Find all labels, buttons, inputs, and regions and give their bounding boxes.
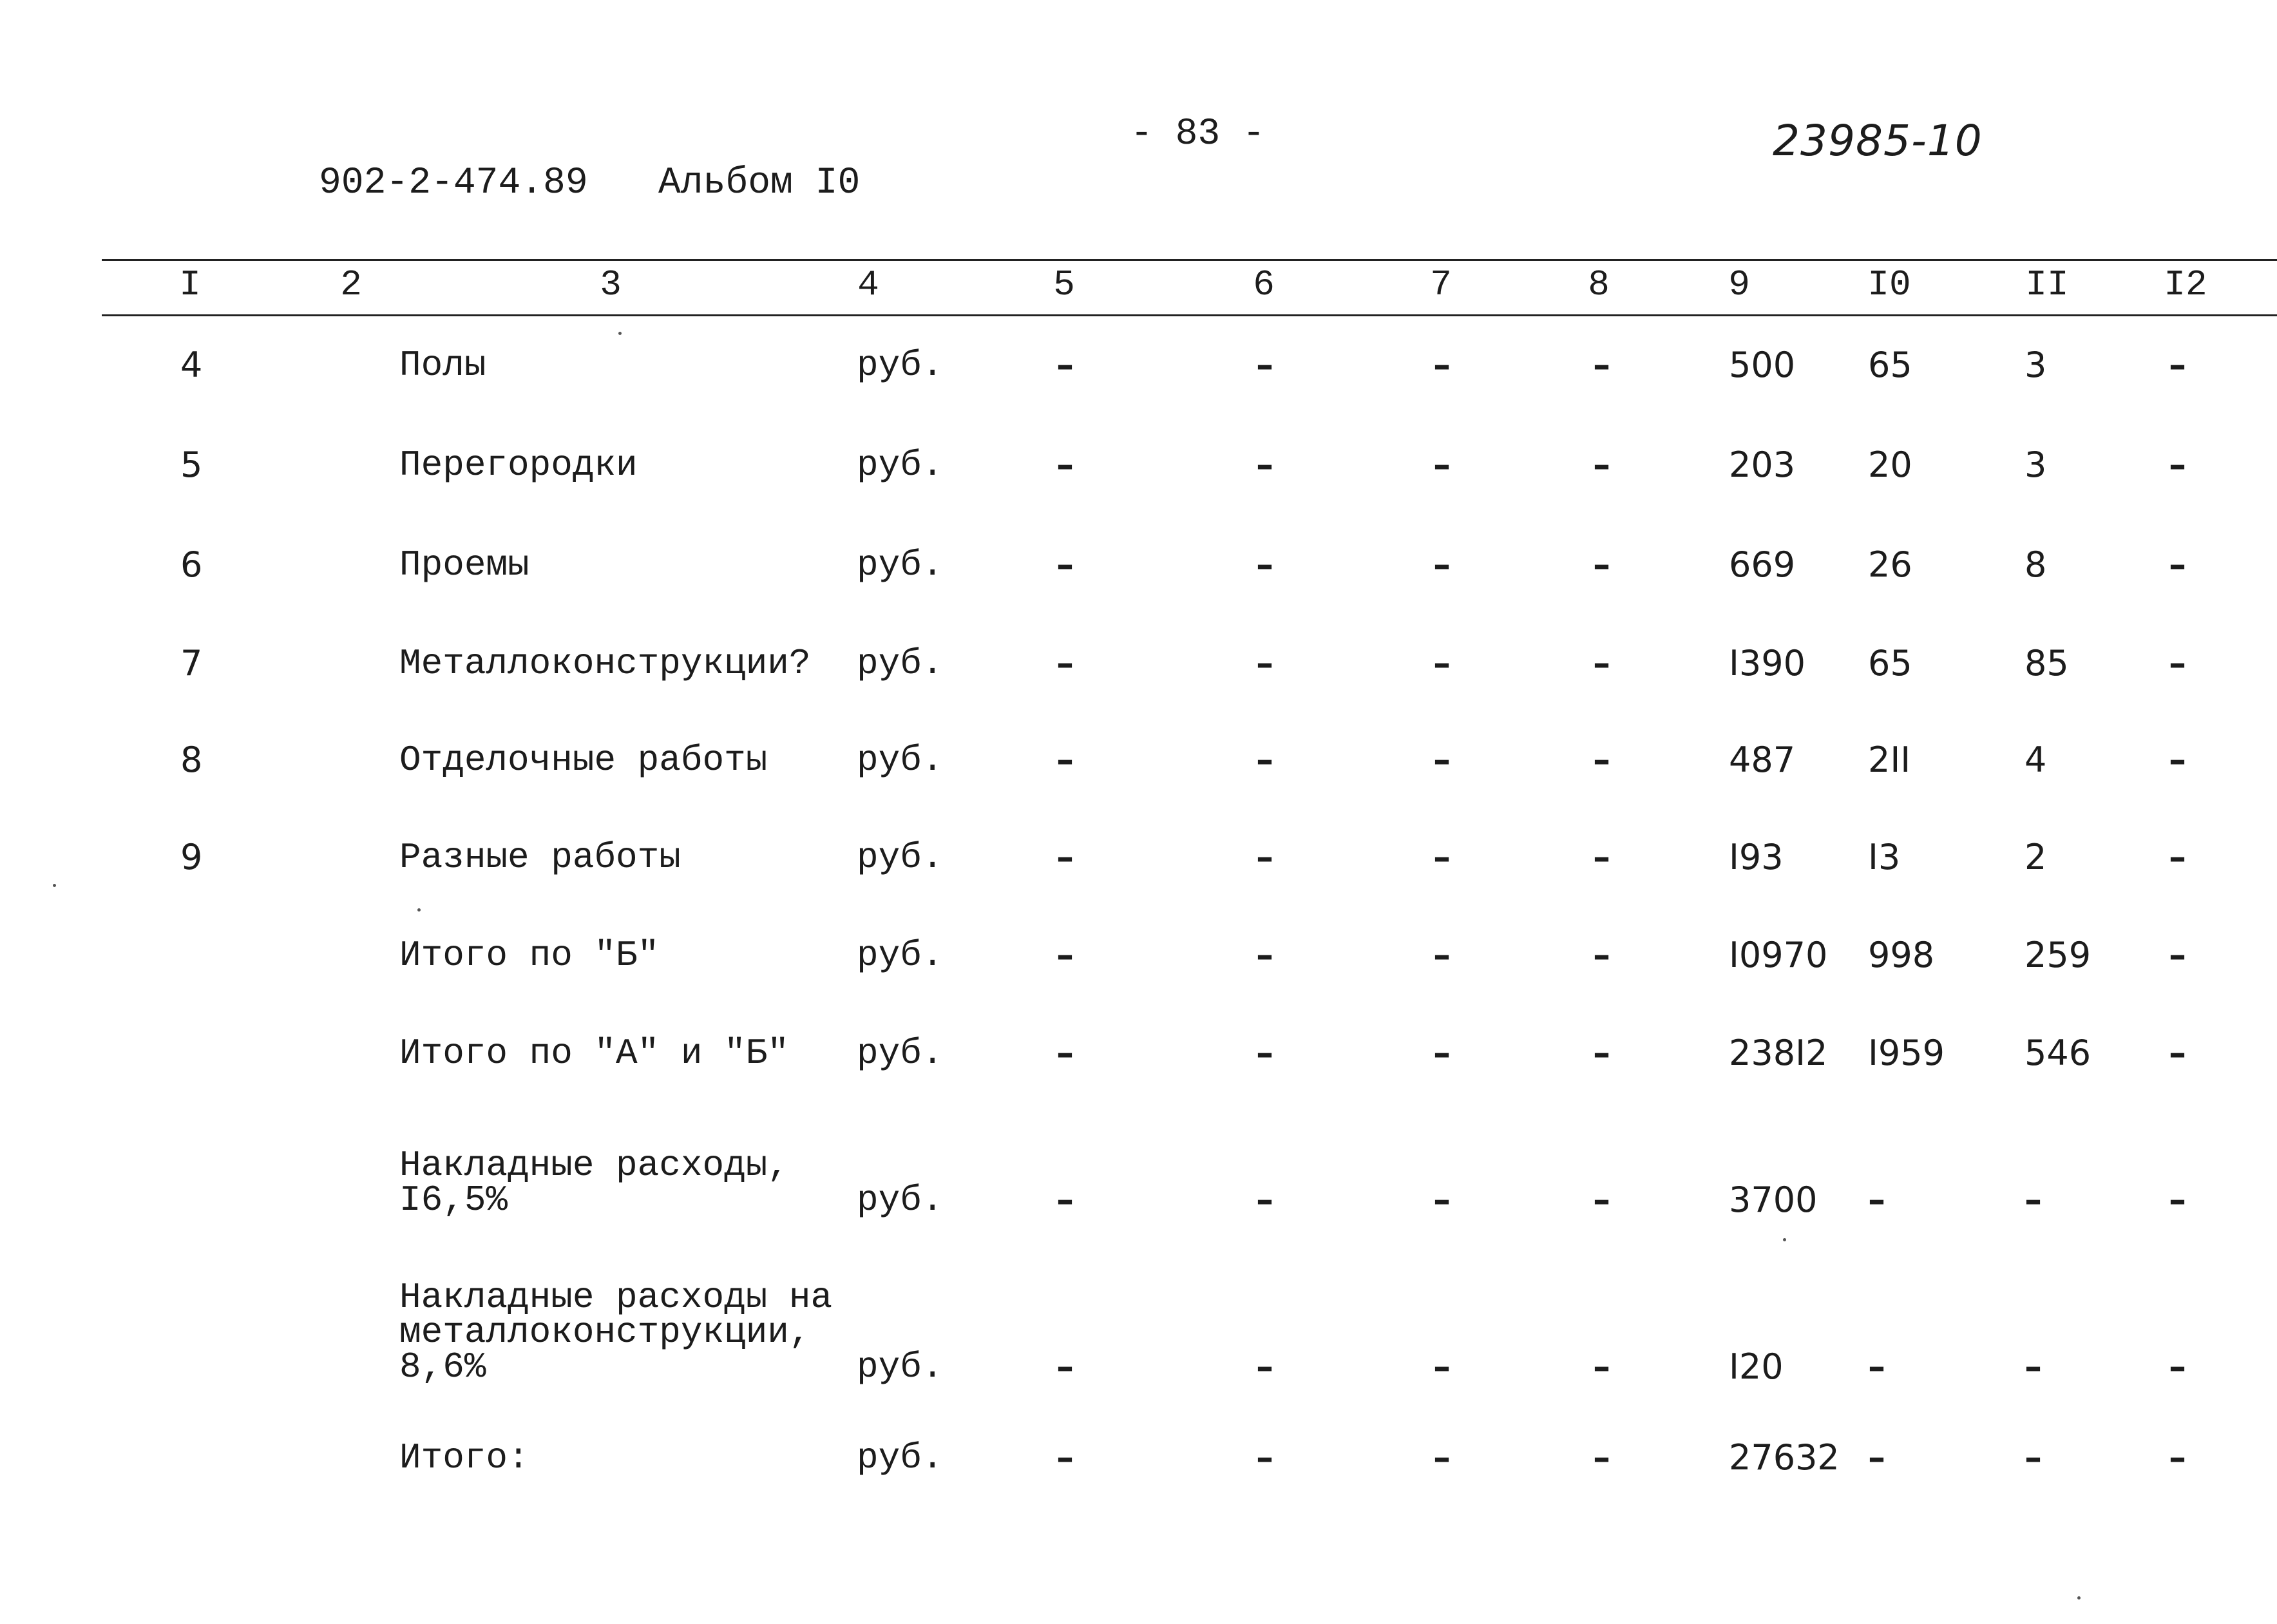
scan-speck xyxy=(618,332,622,335)
row-description: Накладные расходы на xyxy=(399,1277,833,1318)
row-value-c10: 65 xyxy=(1868,643,1912,683)
row-value-c8: – xyxy=(1593,740,1610,780)
row-unit: руб. xyxy=(857,544,944,586)
row-unit: руб. xyxy=(857,740,944,781)
row-value-c9: I20 xyxy=(1729,1346,1784,1387)
row-value-c9: 238I2 xyxy=(1729,1033,1828,1073)
row-value-c5: – xyxy=(1056,1437,1074,1478)
row-value-c9: 203 xyxy=(1729,444,1796,485)
row-value-c8: – xyxy=(1593,544,1610,585)
row-value-c6: – xyxy=(1256,544,1273,585)
row-value-c11: 546 xyxy=(2025,1033,2091,1073)
row-description: Итого: xyxy=(399,1437,529,1478)
row-value-c8: – xyxy=(1593,1033,1610,1073)
row-description: Перегородки xyxy=(399,444,638,486)
row-number: 5 xyxy=(180,444,203,485)
row-unit: руб. xyxy=(857,345,944,386)
row-value-c12: – xyxy=(2169,1437,2186,1478)
row-unit: руб. xyxy=(857,1437,944,1478)
row-value-c5: – xyxy=(1056,740,1074,780)
row-unit: руб. xyxy=(857,935,944,976)
row-value-c7: – xyxy=(1433,544,1451,585)
row-value-c9: 3700 xyxy=(1729,1180,1818,1220)
row-number: 7 xyxy=(180,643,203,683)
row-value-c5: – xyxy=(1056,444,1074,485)
row-value-c6: – xyxy=(1256,1033,1273,1073)
row-value-c9: I0970 xyxy=(1729,935,1828,975)
row-value-c10: 2II xyxy=(1868,740,1911,780)
row-description: Металлоконструкции? xyxy=(399,643,811,684)
row-unit: руб. xyxy=(857,643,944,684)
row-value-c10: I959 xyxy=(1868,1033,1945,1073)
row-number: 4 xyxy=(180,345,203,385)
row-value-c8: – xyxy=(1593,345,1610,385)
column-header-12: I2 xyxy=(2164,264,2207,305)
row-description: 8,6% xyxy=(399,1346,486,1388)
row-value-c7: – xyxy=(1433,643,1451,683)
row-value-c7: – xyxy=(1433,1033,1451,1073)
row-value-c5: – xyxy=(1056,1033,1074,1073)
column-header-11: II xyxy=(2025,264,2069,305)
row-value-c6: – xyxy=(1256,935,1273,975)
row-unit: руб. xyxy=(857,444,944,486)
inventory-number: 23985-10 xyxy=(1773,116,1983,166)
row-value-c11: 3 xyxy=(2025,345,2047,385)
row-value-c6: – xyxy=(1256,837,1273,877)
row-description: Итого по "А" и "Б" xyxy=(399,1033,789,1074)
row-number: 9 xyxy=(180,837,203,877)
row-description: металлоконструкции, xyxy=(399,1312,811,1353)
column-header-10: I0 xyxy=(1867,264,1911,305)
row-description: Полы xyxy=(399,345,486,386)
row-value-c11: – xyxy=(2025,1180,2042,1220)
row-value-c7: – xyxy=(1433,935,1451,975)
row-value-c6: – xyxy=(1256,643,1273,683)
column-header-1: I xyxy=(179,264,201,305)
column-header-4: 4 xyxy=(857,264,879,305)
row-value-c6: – xyxy=(1256,1180,1273,1220)
row-value-c5: – xyxy=(1056,643,1074,683)
row-value-c10: – xyxy=(1868,1346,1885,1387)
row-value-c7: – xyxy=(1433,1346,1451,1387)
row-number: 8 xyxy=(180,740,203,780)
column-header-9: 9 xyxy=(1728,264,1750,305)
row-value-c8: – xyxy=(1593,1180,1610,1220)
row-description: Итого по "Б" xyxy=(399,935,660,976)
row-value-c12: – xyxy=(2169,740,2186,780)
row-value-c5: – xyxy=(1056,544,1074,585)
row-value-c12: – xyxy=(2169,444,2186,485)
row-value-c11: 3 xyxy=(2025,444,2047,485)
row-value-c7: – xyxy=(1433,444,1451,485)
row-value-c12: – xyxy=(2169,1033,2186,1073)
row-value-c8: – xyxy=(1593,444,1610,485)
row-value-c9: 669 xyxy=(1729,544,1796,585)
column-header-3: 3 xyxy=(600,264,622,305)
row-unit: руб. xyxy=(857,1033,944,1074)
scan-speck xyxy=(2077,1596,2081,1600)
row-number: 6 xyxy=(180,544,203,585)
row-value-c5: – xyxy=(1056,837,1074,877)
row-value-c6: – xyxy=(1256,740,1273,780)
table-header-rule xyxy=(102,314,2277,316)
row-value-c8: – xyxy=(1593,837,1610,877)
row-value-c11: – xyxy=(2025,1437,2042,1478)
row-value-c10: 65 xyxy=(1868,345,1912,385)
row-value-c5: – xyxy=(1056,345,1074,385)
row-value-c8: – xyxy=(1593,643,1610,683)
row-description: Разные работы xyxy=(399,837,681,878)
row-description: Накладные расходы, xyxy=(399,1145,789,1186)
row-value-c6: – xyxy=(1256,1437,1273,1478)
row-value-c11: 2 xyxy=(2025,837,2047,877)
row-value-c6: – xyxy=(1256,444,1273,485)
row-value-c12: – xyxy=(2169,544,2186,585)
row-value-c11: – xyxy=(2025,1346,2042,1387)
row-value-c6: – xyxy=(1256,345,1273,385)
album-label: Альбом I0 xyxy=(658,162,861,204)
row-value-c7: – xyxy=(1433,1180,1451,1220)
row-value-c12: – xyxy=(2169,345,2186,385)
page-number: - 83 - xyxy=(1130,113,1265,155)
row-unit: руб. xyxy=(857,837,944,878)
row-value-c5: – xyxy=(1056,1346,1074,1387)
row-unit: руб. xyxy=(857,1346,944,1388)
row-value-c12: – xyxy=(2169,1180,2186,1220)
row-value-c8: – xyxy=(1593,1346,1610,1387)
column-header-7: 7 xyxy=(1430,264,1452,305)
row-value-c11: 8 xyxy=(2025,544,2047,585)
row-value-c11: 85 xyxy=(2025,643,2069,683)
scan-speck xyxy=(53,884,56,887)
row-value-c11: 259 xyxy=(2025,935,2091,975)
row-value-c7: – xyxy=(1433,740,1451,780)
row-value-c6: – xyxy=(1256,1346,1273,1387)
row-value-c12: – xyxy=(2169,837,2186,877)
row-value-c10: – xyxy=(1868,1180,1885,1220)
row-value-c12: – xyxy=(2169,1346,2186,1387)
row-value-c9: 27632 xyxy=(1729,1437,1840,1478)
document-code: 902-2-474.89 xyxy=(319,162,588,204)
row-unit: руб. xyxy=(857,1180,944,1221)
row-value-c10: – xyxy=(1868,1437,1885,1478)
row-value-c9: 500 xyxy=(1729,345,1796,385)
row-value-c7: – xyxy=(1433,345,1451,385)
row-value-c10: 20 xyxy=(1868,444,1912,485)
row-description: I6,5% xyxy=(399,1180,508,1221)
row-value-c10: 26 xyxy=(1868,544,1912,585)
row-value-c8: – xyxy=(1593,935,1610,975)
column-header-5: 5 xyxy=(1053,264,1075,305)
row-value-c11: 4 xyxy=(2025,740,2047,780)
row-value-c12: – xyxy=(2169,643,2186,683)
row-description: Отделочные работы xyxy=(399,740,768,781)
row-value-c7: – xyxy=(1433,1437,1451,1478)
row-value-c10: 998 xyxy=(1868,935,1935,975)
row-value-c9: I93 xyxy=(1729,837,1784,877)
scan-speck xyxy=(417,908,421,912)
row-value-c12: – xyxy=(2169,935,2186,975)
column-header-2: 2 xyxy=(340,264,362,305)
row-value-c5: – xyxy=(1056,935,1074,975)
scan-speck xyxy=(1783,1238,1786,1241)
row-value-c9: I390 xyxy=(1729,643,1805,683)
column-header-8: 8 xyxy=(1588,264,1610,305)
row-value-c9: 487 xyxy=(1729,740,1796,780)
row-value-c5: – xyxy=(1056,1180,1074,1220)
row-description: Проемы xyxy=(399,544,529,586)
row-value-c8: – xyxy=(1593,1437,1610,1478)
table-top-rule xyxy=(102,259,2277,261)
row-value-c7: – xyxy=(1433,837,1451,877)
column-header-6: 6 xyxy=(1253,264,1275,305)
row-value-c10: I3 xyxy=(1868,837,1901,877)
